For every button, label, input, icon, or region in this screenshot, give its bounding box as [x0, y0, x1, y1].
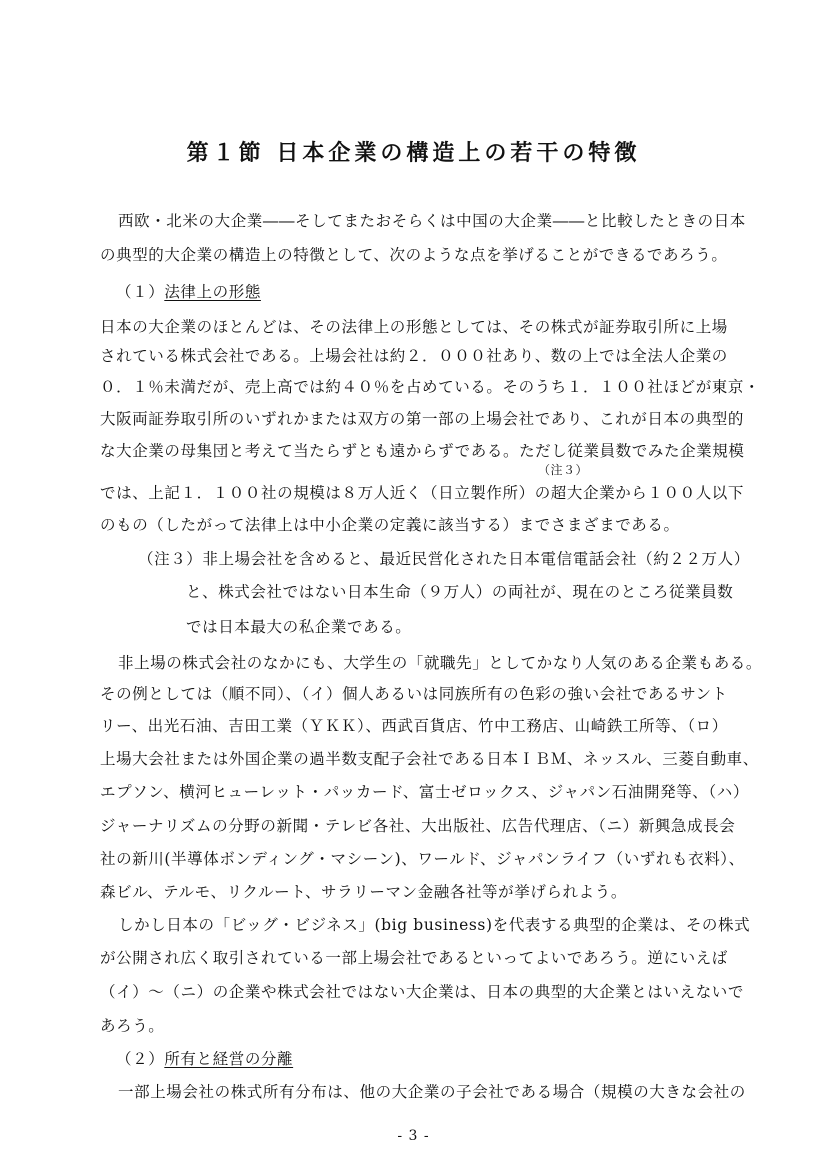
s1-p2-line-8: 森ビル、テルモ、リクルート、サラリーマン金融各社等が挙げられよう。	[100, 883, 627, 901]
s1-p1-line-2: されている株式会社である。上場会社は約２．０００社あり、数の上では全法人企業の	[100, 347, 728, 365]
section1-heading-text: 法律上の形態	[164, 283, 261, 301]
s2-p1-line-1: 一部上場会社の株式所有分布は、他の大企業の子会社である場合（規模の大きな会社の	[118, 1083, 746, 1101]
s1-p2-line-3: リー、出光石油、吉田工業（ＹＫＫ）、西武百貨店、竹中工務店、山崎鉄工所等、（ロ）	[100, 717, 728, 735]
section-title: 第１節 日本企業の構造上の若干の特徴	[186, 141, 641, 166]
section1-number: （１）	[116, 283, 165, 301]
s1-p1-line-5: な大企業の母集団と考えて当たらずとも遠からずである。ただし従業員数でみた企業規模	[100, 442, 745, 460]
s1-p1-line-7: のもの（したがって法律上は中小企業の定義に該当する）までさまざまである。	[100, 516, 680, 534]
s1-p2-line-1: 非上場の株式会社のなかにも、大学生の「就職先」としてかなり人気のある企業もある。	[118, 654, 763, 672]
s1-p3-line-4: あろう。	[100, 1017, 165, 1035]
intro-line-1: 西欧・北米の大企業――そしてまたおそらくは中国の大企業――と比較したときの日本	[118, 212, 746, 230]
section2-heading-text: 所有と経営の分離	[164, 1050, 294, 1068]
page-number: - 3 -	[397, 1128, 430, 1144]
s1-p1-line-1: 日本の大企業のほとんどは、その法律上の形態としては、その株式が証券取引所に上場	[100, 318, 728, 336]
s1-p2-line-5: エプソン、横河ヒューレット・パッカード、富士ゼロックス、ジャパン石油開発等、（ハ）	[100, 783, 749, 801]
s1-p1-line-3: ０．１％未満だが、売上高では約４０％を占めている。そのうち１．１００社ほどが東京・	[100, 378, 761, 396]
s1-p2-line-7: 社の新川(半導体ボンディング・マシーン)、ワールド、ジャパンライフ（いずれも衣料）、	[100, 850, 745, 868]
s1-p2-line-4: 上場大会社または外国企業の過半数支配子会社である日本ＩＢＭ、ネッスル、三菱自動車、	[100, 750, 759, 768]
s1-p3-line-1: しかし日本の「ビッグ・ビジネス」(big business)を代表する典型的企業は、その株式	[118, 916, 751, 934]
s1-p3-line-2: が公開され広く取引されている一部上場会社であるといってよいであろう。逆にいえば	[100, 949, 728, 967]
s1-p2-line-2: その例としては（順不同）、（イ）個人あるいは同族所有の色彩の強い会社であるサント	[100, 685, 728, 703]
section2-number: （２）	[116, 1050, 165, 1068]
section1-heading	[116, 282, 261, 302]
note-line-1: （注３）非上場会社を含めると、最近民営化された日本電信電話会社（約２２万人）	[138, 550, 750, 568]
note-line-2: と、株式会社ではない日本生命（９万人）の両社が、現在のところ従業員数	[186, 583, 734, 601]
s1-p1-line-6: では、上記１．１００社の規模は８万人近く（日立製作所）の超大企業から１００人以下	[100, 484, 745, 502]
s1-p3-line-3: （イ）～（ニ）の企業や株式会社ではない大企業は、日本の典型的大企業とはいえないで	[100, 983, 745, 1001]
intro-line-2: の典型的大企業の構造上の特徴として、次のような点を挙げることができるであろう。	[100, 246, 728, 264]
s1-p1-line-4: 大阪両証券取引所のいずれかまたは双方の第一部の上場会社であり、これが日本の典型的	[100, 410, 745, 428]
section2-heading	[116, 1049, 293, 1069]
s1-p2-line-6: ジャーナリズムの分野の新聞・テレビ各社、大出版社、広告代理店、（ニ）新興急成長会	[100, 817, 736, 835]
note-line-3: では日本最大の私企業である。	[186, 618, 412, 636]
note-reference: （注３）	[538, 463, 589, 477]
